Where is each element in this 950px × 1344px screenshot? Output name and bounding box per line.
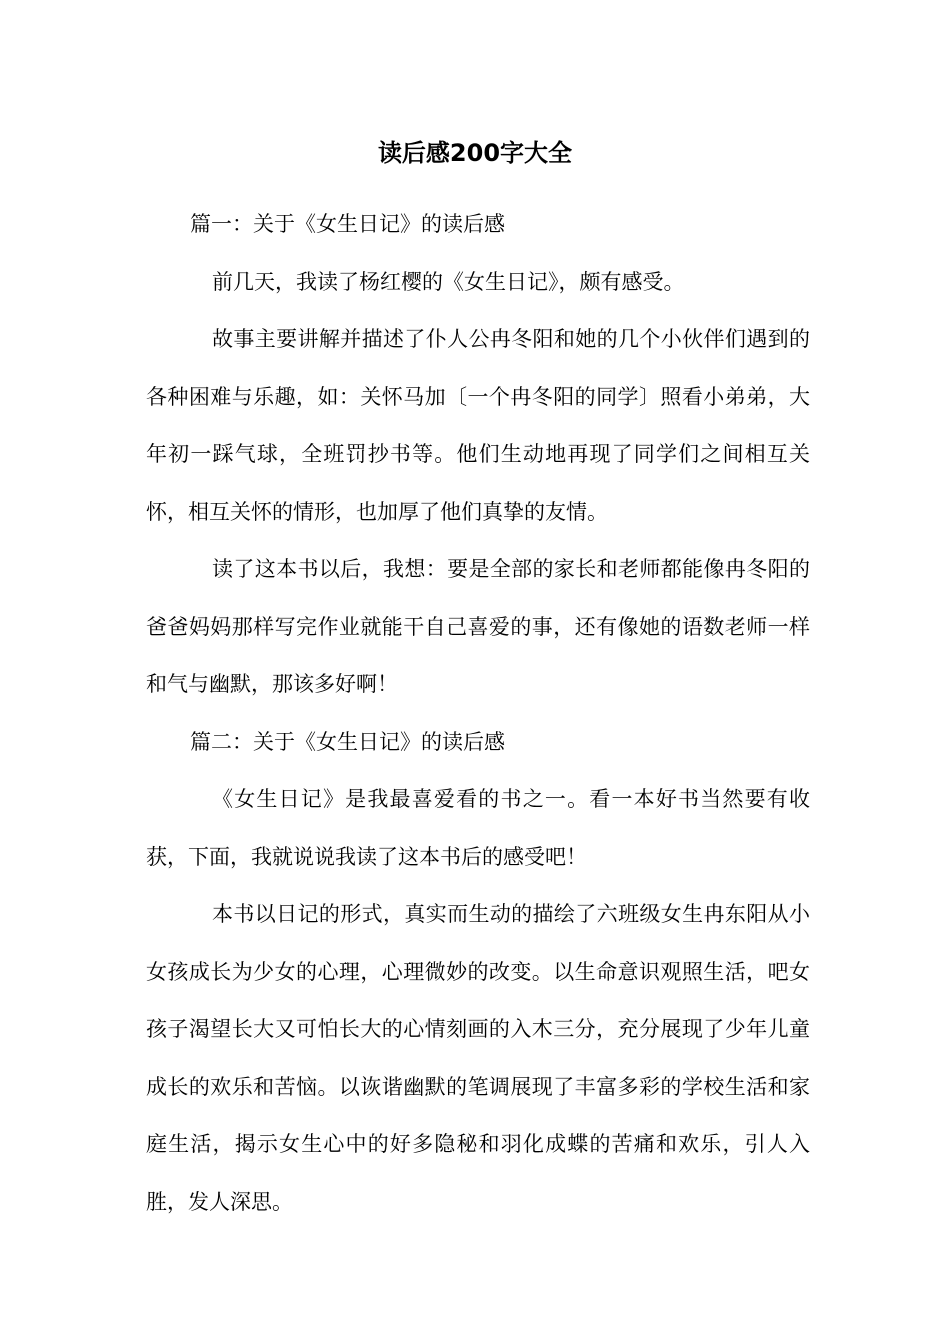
paragraph: 本书以日记的形式，真实而生动的描绘了六班级女生冉东阳从小女孩成长为少女的心理，心理微妙的改变。以生命意识观照生活，吧女孩子渴望长大又可怕长大的心情刻画的入木三分，充分展现了少年儿童成长的欢乐和苦恼。以诙谐幽默的笔调展现了丰富多彩的学校生活和家庭生活，揭示女生心中的好多隐秘和羽化成蝶的苦痛和欢乐，引人入胜，发人深思。 — [146, 902, 810, 1214]
document-title: 读后感200字大全 — [377, 139, 573, 167]
paragraph: 《女生日记》是我最喜爱看的书之一。看一本好书当然要有收获，下面，我就说说我读了这本书后的感受吧！ — [146, 787, 810, 869]
section-heading-1: 篇一：关于《女生日记》的读后感 — [190, 212, 505, 236]
section-heading-2: 篇二：关于《女生日记》的读后感 — [190, 729, 505, 754]
paragraph: 故事主要讲解并描述了仆人公冉冬阳和她的几个小伙伴们遇到的各种困难与乐趣，如：关怀马加〔一个冉冬阳的同学〕照看小弟弟，大年初一踩气球，全班罚抄书等。他们生动地再现了同学们之间相互关怀，相互关怀的情形，也加厚了他们真挚的友情。 — [146, 327, 810, 524]
paragraph: 读了这本书以后，我想：要是全部的家长和老师都能像冉冬阳的爸爸妈妈那样写完作业就能干自己喜爱的事，还有像她的语数老师一样和气与幽默，那该多好啊！ — [146, 557, 810, 696]
paragraph: 前几天，我读了杨红樱的《女生日记》，颇有感受。 — [212, 269, 685, 294]
document-body — [146, 196, 810, 1231]
